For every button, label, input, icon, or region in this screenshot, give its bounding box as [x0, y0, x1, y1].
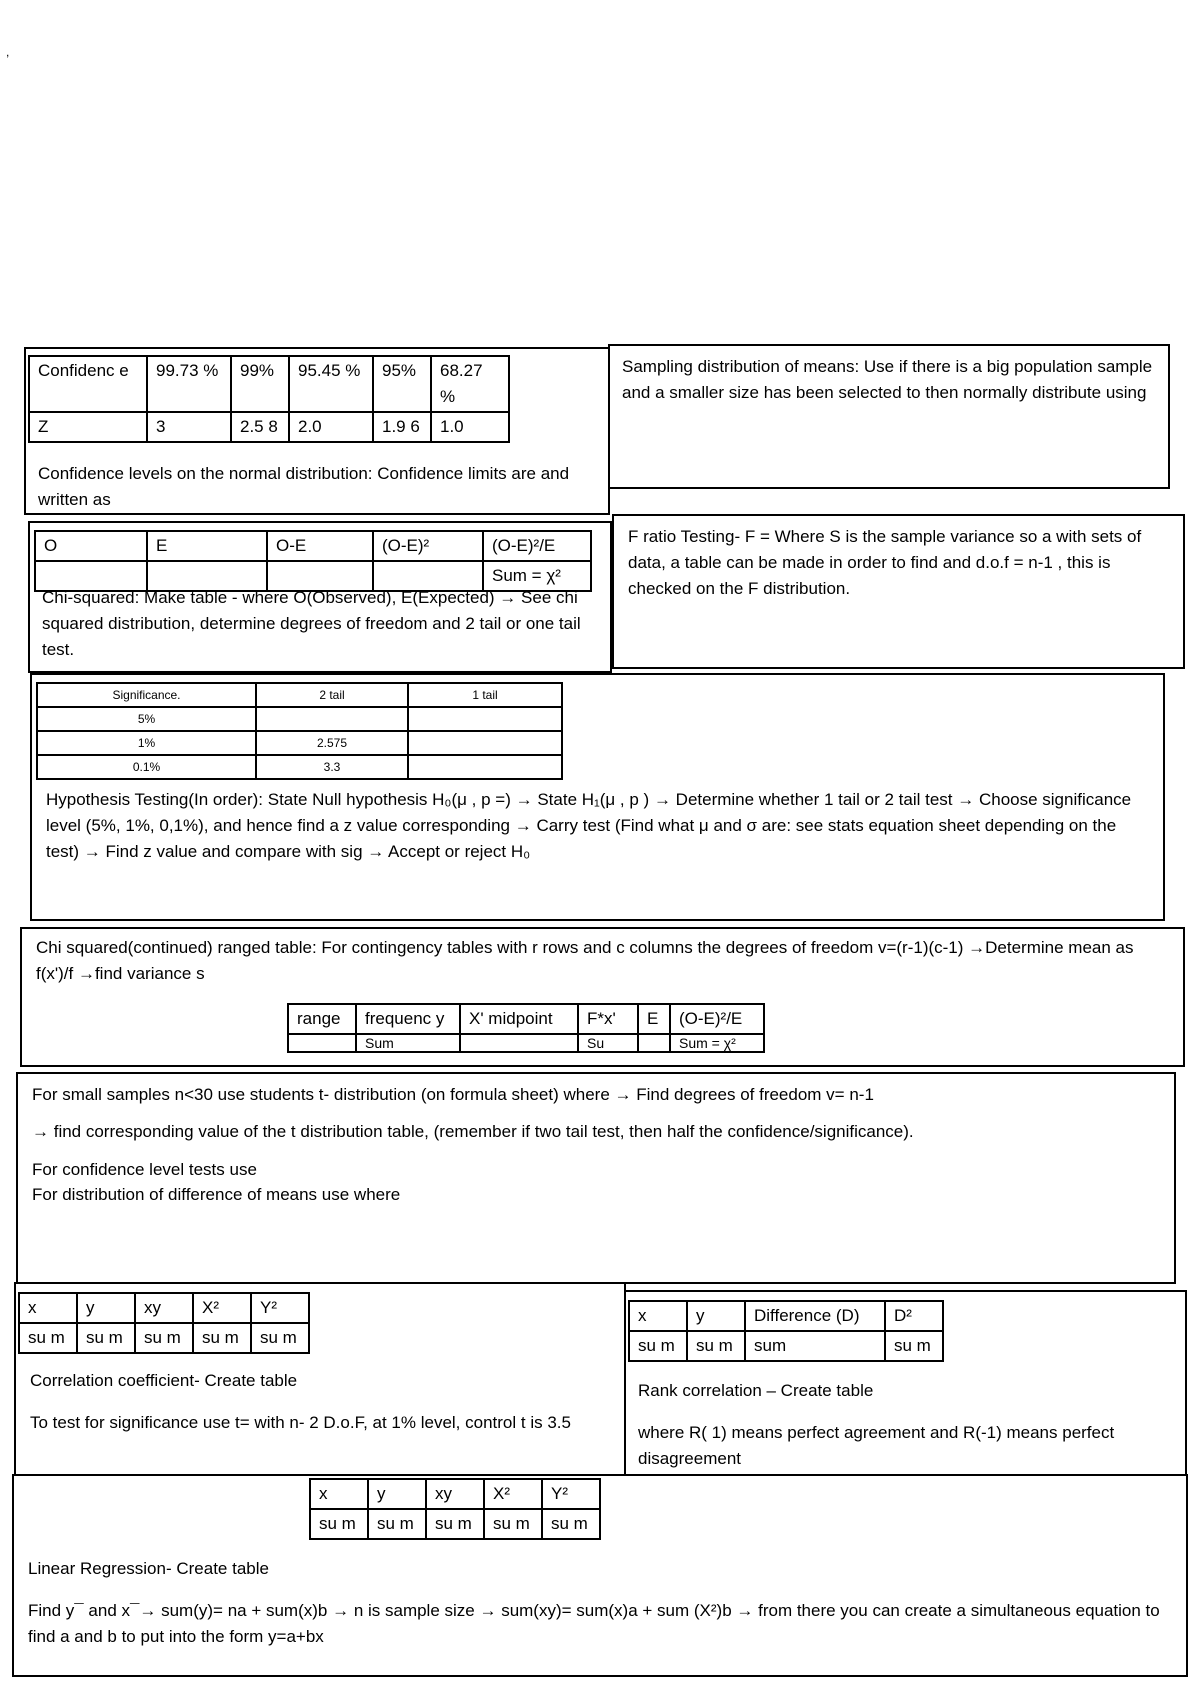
table-cell: frequenc y — [356, 1004, 460, 1034]
f-ratio-section — [612, 514, 1185, 669]
table-cell: Su — [578, 1034, 638, 1052]
table-cell: y — [77, 1293, 135, 1323]
table-row — [288, 1004, 764, 1034]
rank-title: Rank correlation – Create table — [638, 1381, 874, 1400]
table-cell: 1.0 — [431, 412, 509, 442]
confidence-section — [24, 347, 610, 515]
table-cell: Y² — [251, 1293, 309, 1323]
table-cell: y — [368, 1479, 426, 1509]
rank-table — [628, 1300, 944, 1362]
table-cell: su m — [19, 1323, 77, 1353]
rank-text: where R( 1) means perfect agreement and R(-1) means perfect disagreement — [638, 1423, 1115, 1468]
table-cell — [460, 1034, 578, 1052]
table-cell — [408, 731, 562, 755]
table-cell: su m — [310, 1509, 368, 1539]
chi-ranged-text: Chi squared(continued) ranged table: For contingency tables with r rows and c columns the degrees of freedom v=(r-1)(c-1) →Determine mean as f(x')/f →find variance s — [36, 938, 1134, 983]
table-cell: su m — [484, 1509, 542, 1539]
table-row — [288, 1034, 764, 1052]
chi-squared-section — [28, 521, 612, 673]
table-cell: x — [310, 1479, 368, 1509]
table-cell: Difference (D) — [745, 1301, 885, 1331]
table-cell: 3.3 — [256, 755, 408, 779]
table-cell: 2.0 — [289, 412, 373, 442]
table-row — [37, 707, 562, 731]
table-cell: (O-E)²/E — [670, 1004, 764, 1034]
regression-section — [12, 1474, 1188, 1677]
f-ratio-text: F ratio Testing- F = Where S is the sample variance so a with sets of data, a table can be made in order to find and d.o.f = n-1 , this is checked on the F distribution. — [628, 527, 1142, 598]
table-cell: 2.5 8 — [231, 412, 289, 442]
table-cell: (O-E)² — [373, 531, 483, 561]
sampling-section — [608, 344, 1170, 489]
correlation-table — [18, 1292, 310, 1354]
table-cell: xy — [135, 1293, 193, 1323]
table-row — [310, 1509, 600, 1539]
table-row — [629, 1301, 943, 1331]
table-cell: 2 tail — [256, 683, 408, 707]
confidence-text: Confidence levels on the normal distribution: Confidence limits are and written as — [38, 464, 570, 509]
table-row — [19, 1323, 309, 1353]
table-cell: O-E — [267, 531, 373, 561]
table-cell: Sum = χ² — [483, 561, 591, 591]
table-cell: Y² — [542, 1479, 600, 1509]
correlation-section — [14, 1282, 626, 1477]
t-test-line-3: For confidence level tests use — [32, 1160, 257, 1179]
table-cell: Sum = χ² — [670, 1034, 764, 1052]
table-cell — [408, 707, 562, 731]
correlation-title: Correlation coefficient- Create table — [30, 1371, 298, 1390]
table-cell: 2.575 — [256, 731, 408, 755]
table-cell: su m — [426, 1509, 484, 1539]
table-row — [19, 1293, 309, 1323]
table-cell — [638, 1034, 670, 1052]
table-cell: 1 tail — [408, 683, 562, 707]
table-cell: 95% — [373, 356, 431, 412]
table-cell: (O-E)²/E — [483, 531, 591, 561]
regression-text: Find y¯ and x¯→ sum(y)= na + sum(x)b → n is sample size → sum(xy)= sum(x)a + sum (X²)b → from there you can create a simultaneous equation to find a and b to put into the form y=a+bx — [28, 1601, 1160, 1646]
table-cell: su m — [368, 1509, 426, 1539]
table-cell: su m — [542, 1509, 600, 1539]
stray-mark: , — [6, 45, 10, 59]
table-cell: su m — [193, 1323, 251, 1353]
sampling-text: Sampling distribution of means: Use if there is a big population sample and a smaller size has been selected to then normally distribute using — [622, 357, 1153, 402]
table-row — [629, 1331, 943, 1361]
table-cell: 99% — [231, 356, 289, 412]
table-cell: su m — [629, 1331, 687, 1361]
table-cell: D² — [885, 1301, 943, 1331]
table-cell: 68.27 % — [431, 356, 509, 412]
table-row — [310, 1479, 600, 1509]
table-cell: X² — [193, 1293, 251, 1323]
table-cell: E — [638, 1004, 670, 1034]
chi-squared-table — [34, 530, 592, 592]
table-cell: 5% — [37, 707, 256, 731]
rank-section — [624, 1290, 1187, 1477]
table-cell: 99.73 % — [147, 356, 231, 412]
table-cell: O — [35, 531, 147, 561]
t-test-line-2: → find corresponding value of the t distribution table, (remember if two tail test, then half the confidence/significance). — [32, 1122, 914, 1141]
confidence-table — [28, 355, 510, 443]
table-cell: Z — [29, 412, 147, 442]
table-cell: su m — [251, 1323, 309, 1353]
table-row — [37, 731, 562, 755]
table-row — [37, 755, 562, 779]
table-cell: range — [288, 1004, 356, 1034]
table-cell: x — [629, 1301, 687, 1331]
table-cell: X' midpoint — [460, 1004, 578, 1034]
t-test-section — [16, 1072, 1176, 1284]
t-test-line-4: For distribution of difference of means use where — [32, 1185, 401, 1204]
table-cell: xy — [426, 1479, 484, 1509]
ranged-table — [287, 1003, 765, 1053]
table-cell: y — [687, 1301, 745, 1331]
table-cell — [408, 755, 562, 779]
table-cell: su m — [77, 1323, 135, 1353]
significance-table — [36, 682, 563, 780]
table-cell: Sum — [356, 1034, 460, 1052]
table-row — [29, 356, 509, 412]
chi-squared-text: Chi-squared: Make table - where O(Observed), E(Expected) → See chi squared distribution, determine degrees of freedom and 2 tail or one tail test. — [42, 588, 581, 659]
table-cell: F*x' — [578, 1004, 638, 1034]
hypothesis-section — [30, 673, 1165, 921]
table-cell: 0.1% — [37, 755, 256, 779]
regression-title: Linear Regression- Create table — [28, 1559, 269, 1578]
table-cell: 95.45 % — [289, 356, 373, 412]
t-test-line-1: For small samples n<30 use students t- distribution (on formula sheet) where → Find degrees of freedom v= n-1 — [32, 1085, 874, 1104]
correlation-text: To test for significance use t= with n- 2 D.o.F, at 1% level, control t is 3.5 — [30, 1413, 571, 1432]
table-cell — [256, 707, 408, 731]
table-cell: X² — [484, 1479, 542, 1509]
table-cell: su m — [135, 1323, 193, 1353]
table-cell: 1% — [37, 731, 256, 755]
table-cell — [288, 1034, 356, 1052]
table-row — [29, 412, 509, 442]
table-cell: Confidenc e — [29, 356, 147, 412]
table-cell: E — [147, 531, 267, 561]
table-cell: sum — [745, 1331, 885, 1361]
table-cell: su m — [687, 1331, 745, 1361]
table-row — [35, 531, 591, 561]
table-cell: x — [19, 1293, 77, 1323]
table-row — [37, 683, 562, 707]
table-cell: Significance. — [37, 683, 256, 707]
hypothesis-text: Hypothesis Testing(In order): State Null hypothesis H₀(μ , p =) → State H₁(μ , p ) → Determine whether 1 tail or 2 tail test → Choose significance level (5%, 1%, 0,1%), and hence find a z value corresponding → Carry test (Find what μ and σ are: see stats equation sheet depending on the test) → Find z value and compare with sig → Accept or reject H₀ — [46, 790, 1132, 861]
regression-table — [309, 1478, 601, 1540]
table-cell: su m — [885, 1331, 943, 1361]
table-cell: 1.9 6 — [373, 412, 431, 442]
table-cell: 3 — [147, 412, 231, 442]
